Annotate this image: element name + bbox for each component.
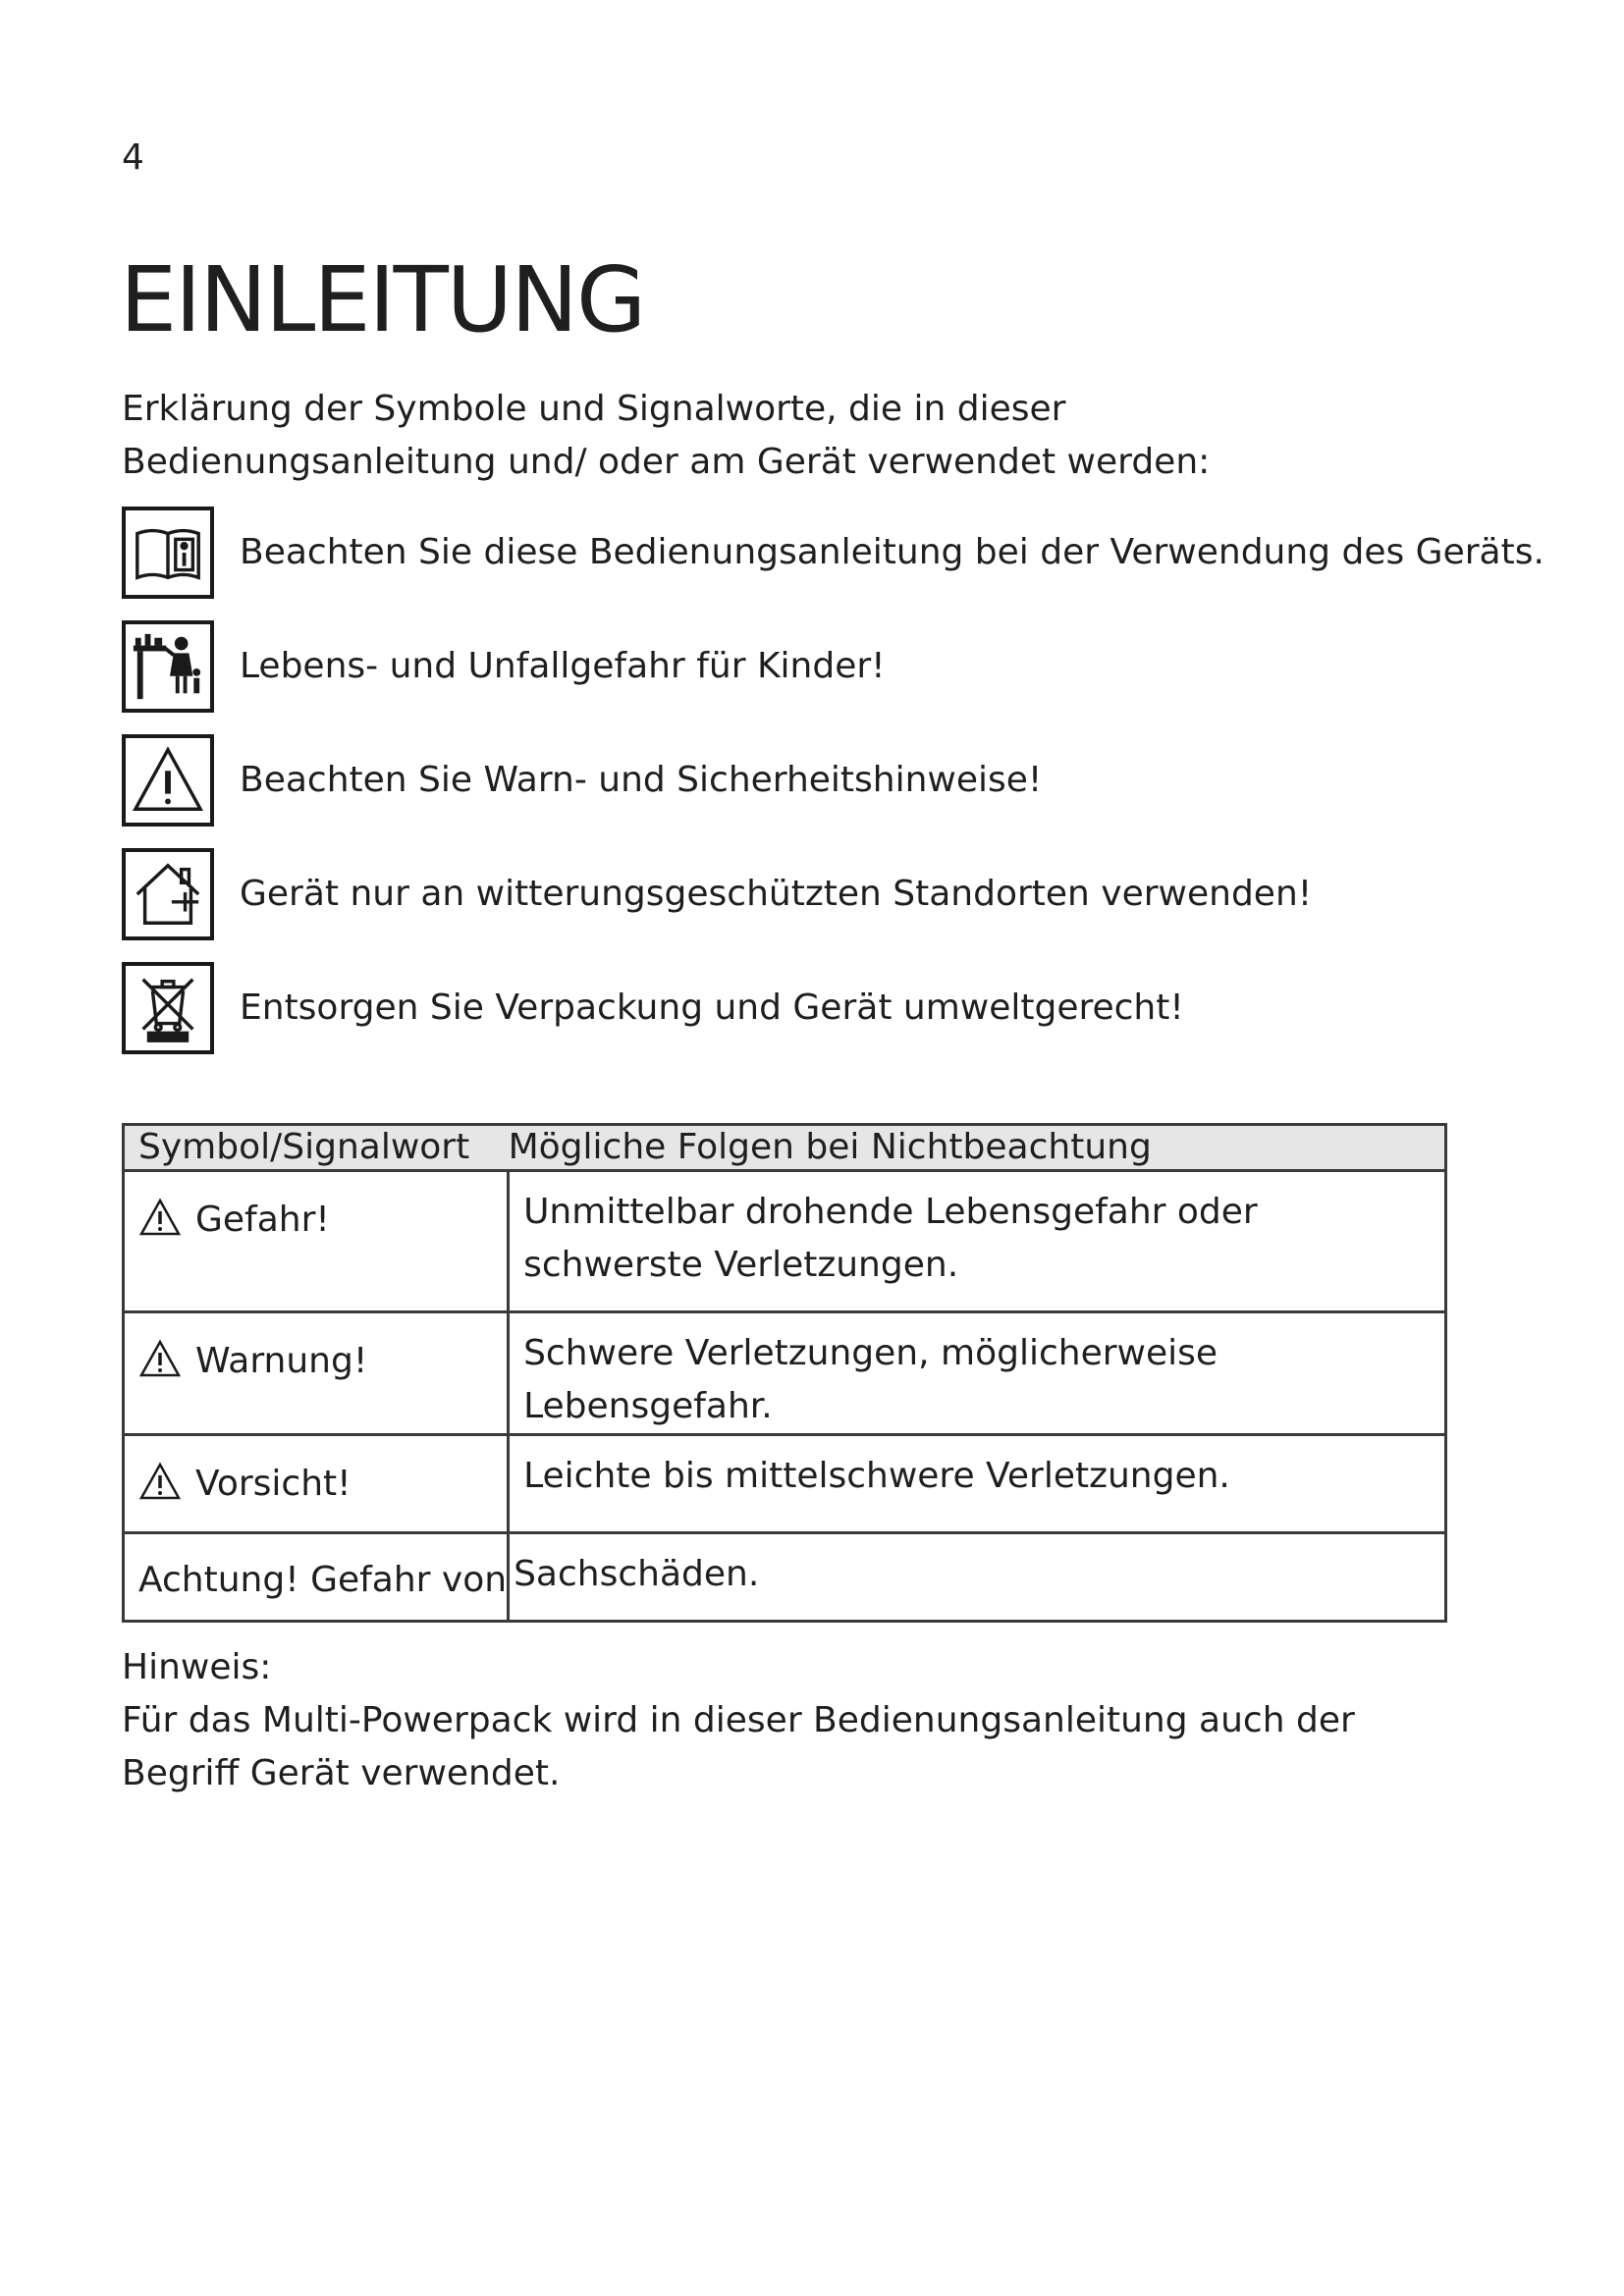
table-row [124,1171,1446,1312]
signal-word: Warnung! [195,1341,368,1381]
table-header-row [124,1125,1446,1171]
symbol-description: Lebens- und Unfallgefahr für Kinder! [240,646,886,686]
symbol-description: Gerät nur an witterungsgeschützten Standorten verwenden! [240,874,1313,914]
table-row [124,1533,1446,1622]
signal-cell [124,1533,509,1622]
intro-text: Erklärung der Symbole und Signalworte, die in dieser Bedienungsanleitung und/ oder am Gerät verwendet werden: [122,389,1211,482]
note-text: Für das Multi-Powerpack wird in dieser Bedienungsanleitung auch der Begriff Gerät verwendet. [122,1700,1355,1793]
note-label: Hinweis: [122,1647,272,1687]
symbol-description: Beachten Sie diese Bedienungsanleitung bei der Verwendung des Geräts. [240,532,1544,572]
signal-word: Achtung! Gefahr von [138,1560,508,1600]
child-danger-icon [122,620,214,713]
signal-cell [124,1312,509,1435]
warning-triangle-icon [138,1198,182,1237]
consequence-cell: Sachschäden. [509,1533,1446,1622]
symbol-description: Beachten Sie Warn- und Sicherheitshinweise! [240,760,1043,800]
signal-cell [124,1435,509,1533]
symbol-row [122,507,1544,605]
disposal-bin-icon [122,962,214,1054]
manual-info-icon [122,507,214,599]
signal-word-table [122,1123,1447,1623]
note-section [122,1641,1457,1800]
table-header-cell: Symbol/Signalwort [124,1125,509,1171]
symbol-description: Entsorgen Sie Verpackung und Gerät umweltgerecht! [240,988,1184,1028]
indoor-use-icon [122,848,214,940]
page-title: EINLEITUNG [120,247,645,352]
signal-cell [124,1171,509,1312]
consequence-cell: Unmittelbar drohende Lebensgefahr oder schwerste Verletzungen. [509,1171,1446,1312]
consequence-cell: Schwere Verletzungen, möglicherweise Lebensgefahr. [509,1312,1446,1435]
consequence-cell: Leichte bis mittelschwere Verletzungen. [509,1435,1446,1533]
symbol-row [122,620,1496,719]
symbol-row [122,734,1496,832]
symbol-row [122,848,1496,946]
warning-triangle-icon [122,734,214,827]
page-number: 4 [122,137,144,178]
warning-triangle-icon [138,1339,182,1378]
warning-triangle-icon [138,1462,182,1501]
symbol-row [122,962,1496,1060]
table-row [124,1435,1446,1533]
signal-word: Gefahr! [195,1200,330,1240]
table-header-cell: Mögliche Folgen bei Nichtbeachtung [509,1125,1446,1171]
signal-word: Vorsicht! [195,1464,352,1504]
table-row [124,1312,1446,1435]
